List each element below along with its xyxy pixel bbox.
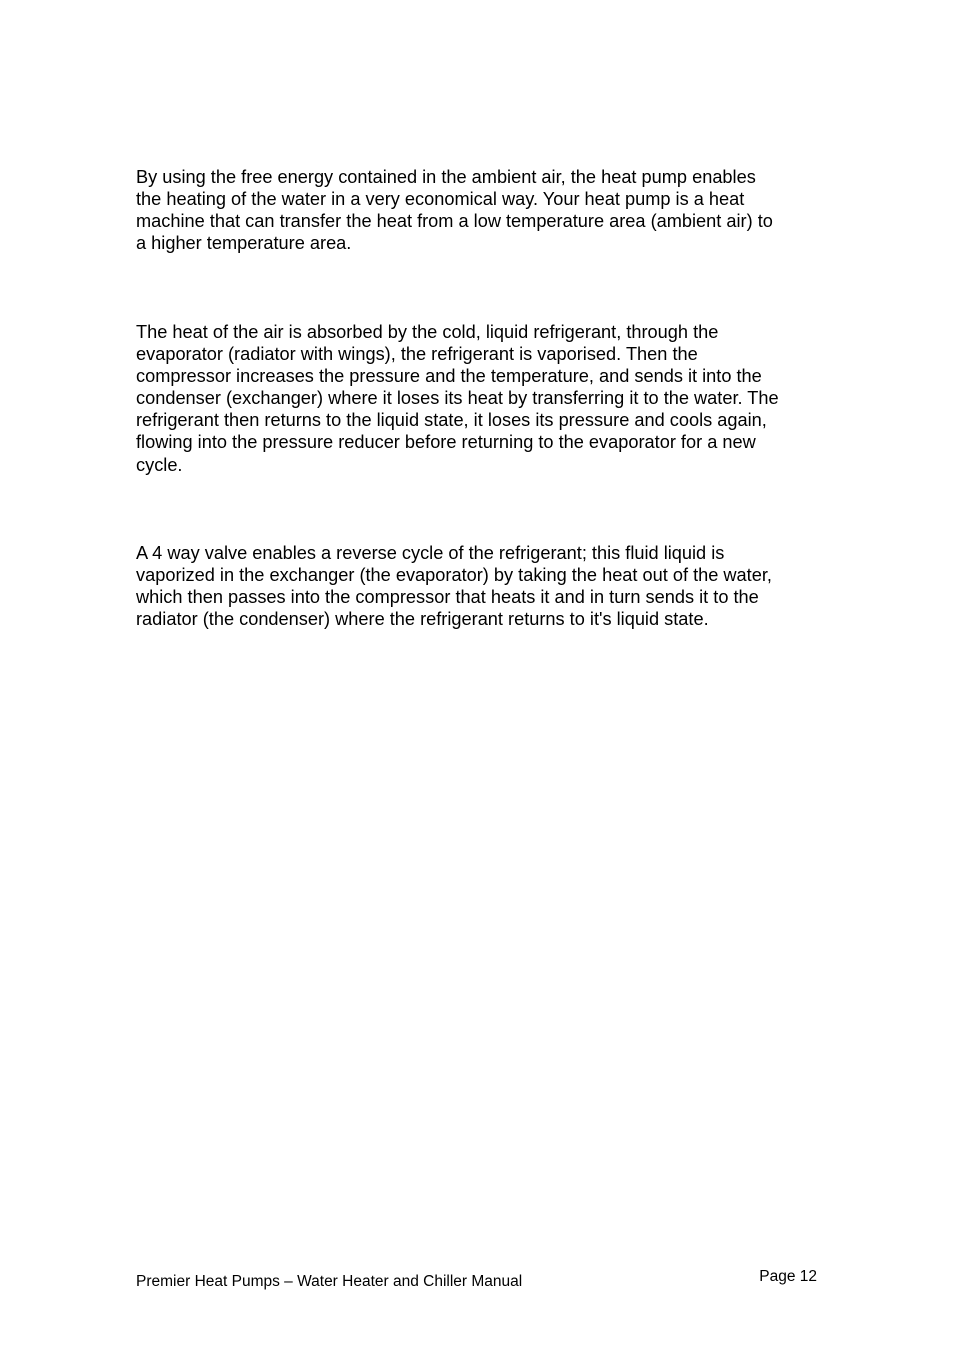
paragraph-heat-pump-intro: By using the free energy contained in the ambient air, the heat pump enables the heating of the water in a very economical way. Your heat pump is a heat machine that can transfer the heat from a low temperature area (ambient air) to a higher temperature area. [136, 167, 773, 254]
footer-page-number: Page 12 [759, 1268, 817, 1285]
footer-manual-title: Premier Heat Pumps – Water Heater and Chiller Manual [136, 1273, 523, 1290]
paragraph-reverse-cycle: A 4 way valve enables a reverse cycle of the refrigerant; this fluid liquid is vaporized in the exchanger (the evaporator) by taking the heat out of the water, which then passes into the compressor that heats it and in turn sends it to the radiator (the condenser) where the refrigerant returns to it's liquid state. [136, 543, 772, 630]
paragraph-refrigerant-cycle: The heat of the air is absorbed by the cold, liquid refrigerant, through the evaporator (radiator with wings), the refrigerant is vaporised. Then the compressor increases the pressure and the temperature, and sends it into the condenser (exchanger) where it loses its heat by transferring it to the water. The refrigerant then returns to the liquid state, it loses its pressure and cools again, flowing into the pressure reducer before returning to the evaporator for a new cycle. [136, 322, 779, 475]
